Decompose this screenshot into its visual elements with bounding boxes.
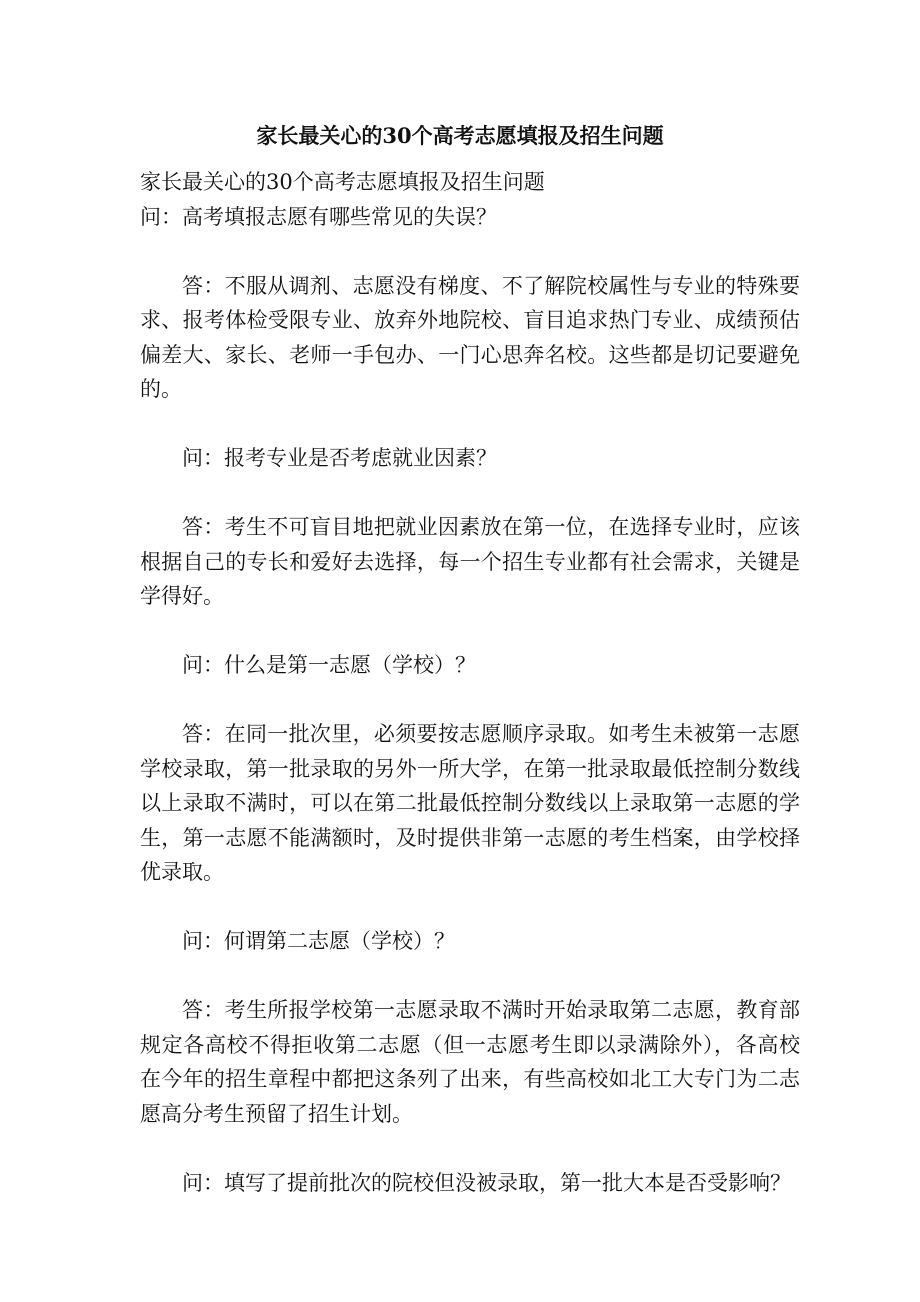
document-body: [140, 165, 800, 1200]
paragraph-gap: [140, 1131, 800, 1166]
question-5: 问：填写了提前批次的院校但没被录取，第一批大本是否受影响？: [182, 1170, 791, 1195]
paragraph-gap: [140, 234, 800, 269]
answer-3: 答：在同一批次里，必须要按志愿顺序录取。如考生未被第一志愿学校录取，第一批录取的另外一所大学，在第一批录取最低控制分数线以上录取不满时，可以在第二批最低控制分数线以上录取第一志愿的学生，第一志愿不能满额时，及时提供非第一志愿的考生档案，由学校择优录取。: [140, 722, 800, 884]
paragraph-gap: [140, 890, 800, 925]
question-4: 问：何谓第二志愿（学校）？: [182, 929, 455, 953]
answer-4: 答：考生所报学校第一志愿录取不满时开始录取第二志愿，教育部规定各高校不得拒收第二志愿（但一志愿考生即以录满除外），各高校在今年的招生章程中都把这条列了出来，有些高校如北工大专门为二志愿高分考生预留了招生计划。: [140, 998, 800, 1126]
document-title: 家长最关心的30个高考志愿填报及招生问题: [256, 123, 664, 148]
paragraph-gap: [140, 683, 800, 718]
intro-question: 问：高考填报志愿有哪些常见的失误？: [140, 204, 497, 229]
document-subtitle: 家长最关心的30个高考志愿填报及招生问题: [140, 170, 545, 194]
answer-1: 答：不服从调剂、志愿没有梯度、不了解院校属性与专业的特殊要求、报考体检受限专业、放弃外地院校、盲目追求热门专业、成绩预估偏差大、家长、老师一手包办、一门心思奔名校。这些都是切记要避免的。: [140, 273, 800, 401]
paragraph-gap: [140, 959, 800, 994]
question-2: 问：报考专业是否考虑就业因素？: [182, 446, 497, 470]
paragraph-gap: [140, 407, 800, 442]
question-3: 问：什么是第一志愿（学校）？: [182, 653, 476, 677]
paragraph-gap: [140, 614, 800, 649]
answer-2: 答：考生不可盲目地把就业因素放在第一位，在选择专业时，应该根据自己的专长和爱好去选择，每一个招生专业都有社会需求，关键是学得好。: [140, 515, 800, 608]
paragraph-gap: [140, 476, 800, 511]
